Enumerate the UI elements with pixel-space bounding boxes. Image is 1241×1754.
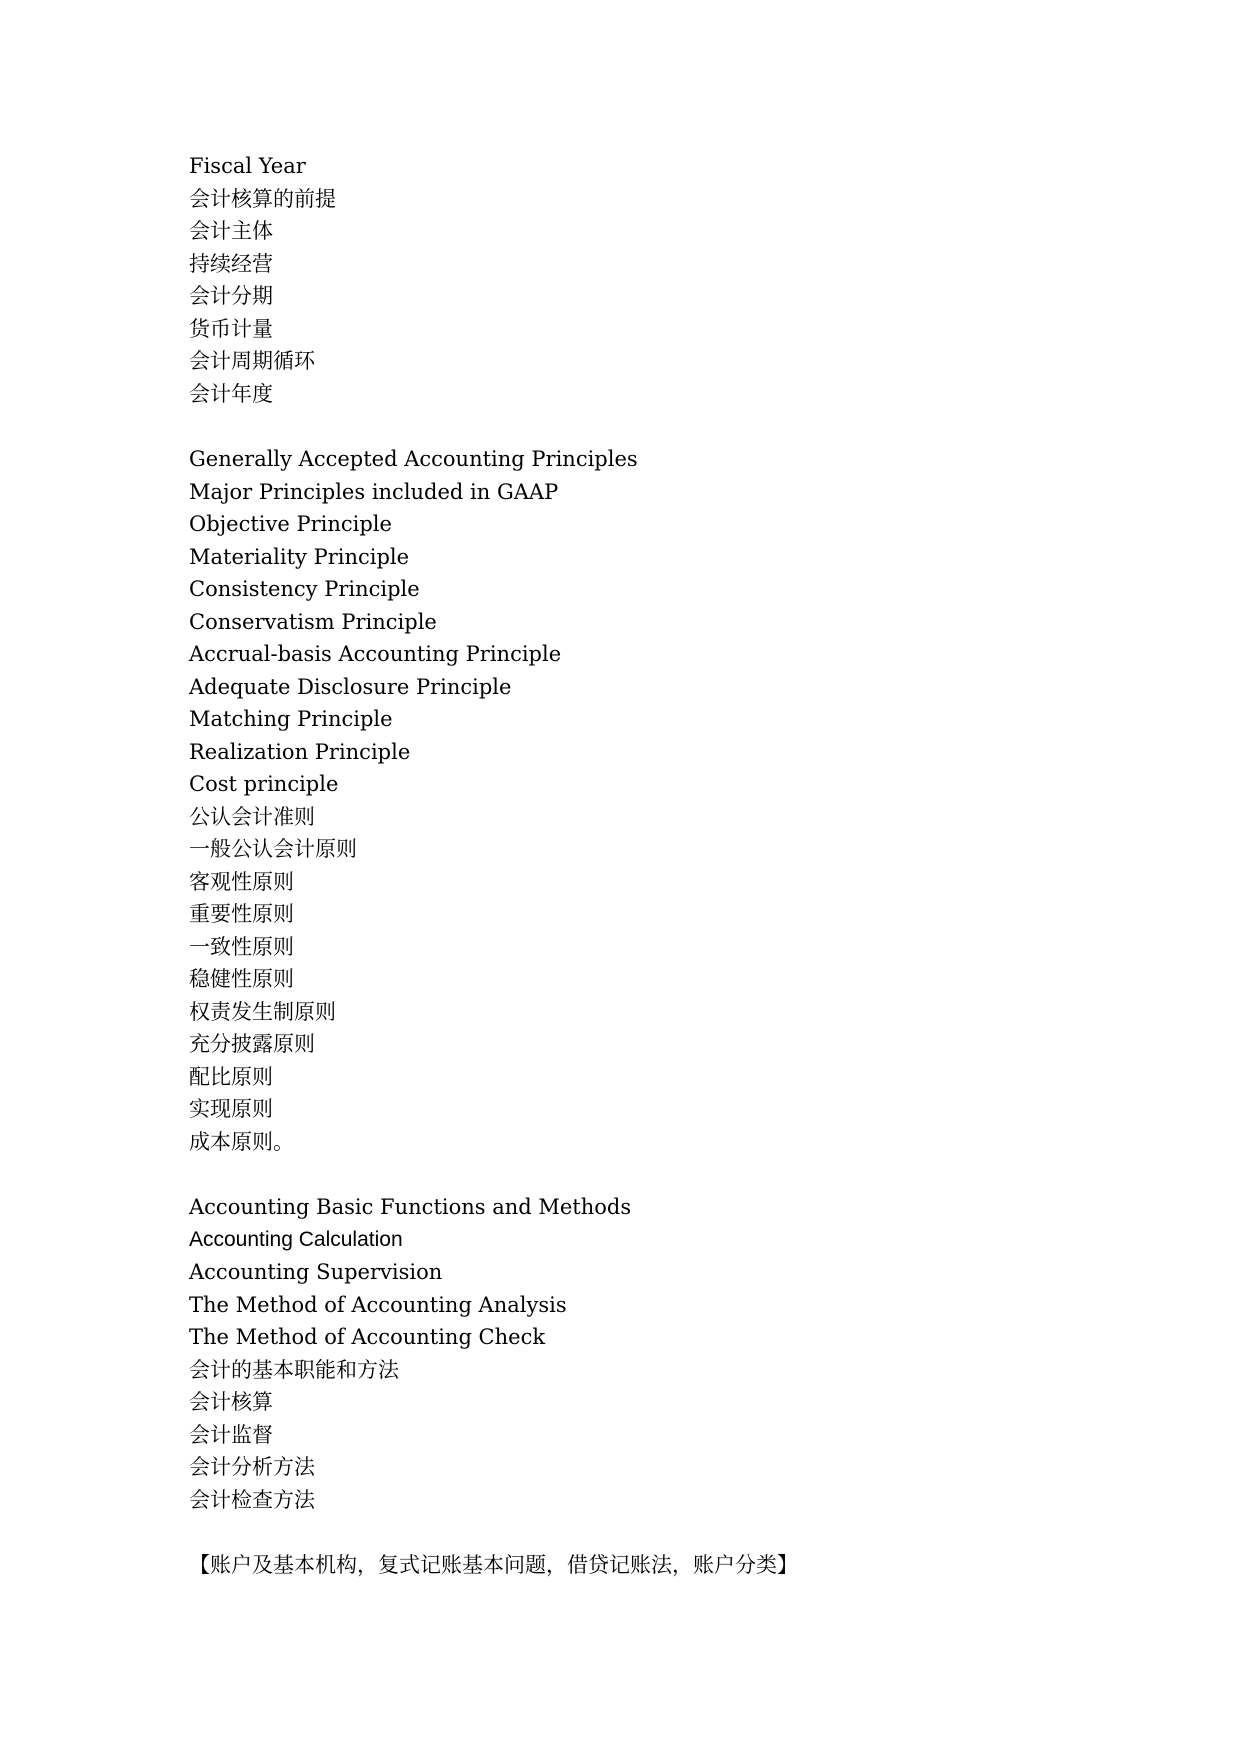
document-line: 充分披露原则 xyxy=(189,1032,315,1056)
document-content xyxy=(189,150,1169,1582)
document-line: Accounting Supervision xyxy=(189,1260,443,1284)
document-line: Generally Accepted Accounting Principles xyxy=(189,447,638,471)
document-line: 一致性原则 xyxy=(189,934,294,959)
document-line: 权责发生制原则 xyxy=(189,999,336,1024)
document-line: Cost principle xyxy=(189,772,339,796)
document-line: 会计监督 xyxy=(189,1422,273,1447)
document-line: 公认会计准则 xyxy=(189,804,315,829)
document-line: 会计主体 xyxy=(189,219,273,243)
document-line: 会计的基本职能和方法 xyxy=(189,1357,399,1382)
document-line: Major Principles included in GAAP xyxy=(189,479,559,504)
document-line: 客观性原则 xyxy=(189,869,294,894)
document-line: Consistency Principle xyxy=(189,577,420,601)
document-line: Materiality Principle xyxy=(189,544,410,569)
document-line: 货币计量 xyxy=(189,316,273,341)
document-line: Objective Principle xyxy=(189,512,392,536)
document-line: 会计分析方法 xyxy=(189,1455,315,1479)
document-line: 会计分期 xyxy=(189,284,273,308)
document-line: 持续经营 xyxy=(189,251,273,276)
document-line: 会计检查方法 xyxy=(189,1487,315,1512)
document-line: 【账户及基本机构，复式记账基本问题，借贷记账法，账户分类】 xyxy=(189,1553,798,1577)
document-line: 配比原则 xyxy=(189,1064,273,1089)
document-line: 会计核算 xyxy=(189,1390,273,1414)
section-accounts-heading xyxy=(189,1549,1169,1582)
document-line: 成本原则。 xyxy=(189,1129,294,1154)
section-accounting-assumptions xyxy=(189,150,1169,410)
document-line: Accounting Basic Functions and Methods xyxy=(189,1195,632,1219)
document-line: Fiscal Year xyxy=(189,154,306,178)
document-line: 重要性原则 xyxy=(189,902,294,926)
document-line: 稳健性原则 xyxy=(189,967,294,991)
document-line: 会计核算的前提 xyxy=(189,186,336,211)
document-line: 实现原则 xyxy=(189,1097,273,1121)
document-line: Realization Principle xyxy=(189,739,411,764)
document-line: Matching Principle xyxy=(189,707,393,731)
document-line: Conservatism Principle xyxy=(189,609,437,634)
document-line: Adequate Disclosure Principle xyxy=(189,674,512,699)
section-gaap-principles xyxy=(189,443,1169,1158)
document-line: 一般公认会计原则 xyxy=(189,837,357,861)
document-line: 会计年度 xyxy=(189,381,273,406)
document-line: Accrual-basis Accounting Principle xyxy=(189,642,562,666)
document-line: Accounting Calculation xyxy=(189,1227,403,1251)
document-line: The Method of Accounting Analysis xyxy=(189,1292,567,1317)
document-line: The Method of Accounting Check xyxy=(189,1325,546,1349)
document-line: 会计周期循环 xyxy=(189,349,315,373)
section-accounting-functions-methods xyxy=(189,1191,1169,1516)
